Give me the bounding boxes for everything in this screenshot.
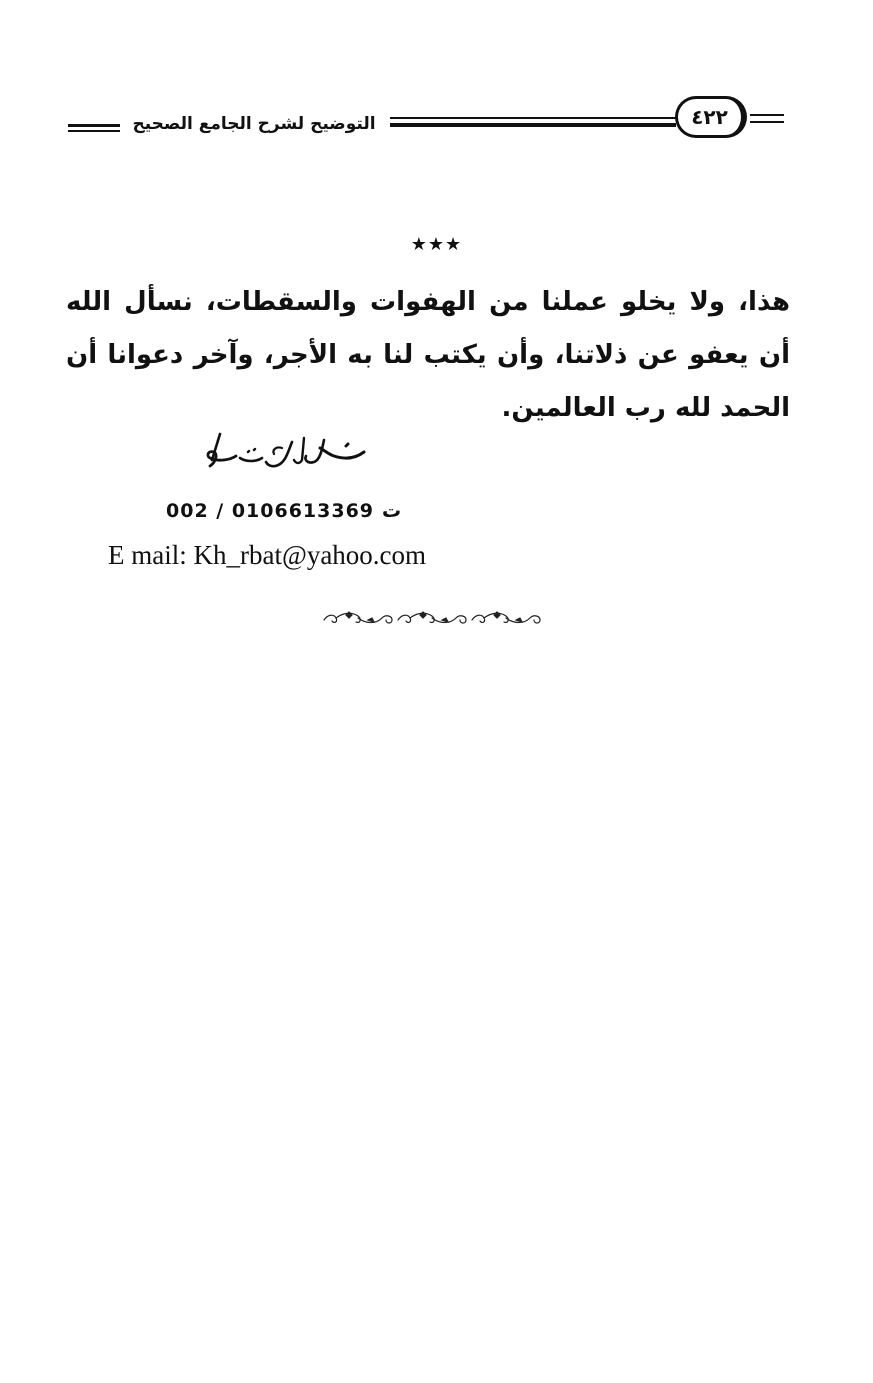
handwritten-signature — [196, 430, 376, 480]
section-separator: ★★★ — [410, 234, 463, 255]
running-header — [60, 88, 790, 148]
phone-number: 002 / 0106613369 — [166, 500, 375, 522]
page-number: ٤٢٢ — [675, 96, 747, 138]
phone-line — [160, 496, 420, 526]
book-title: التوضيح لشرح الجامع الصحيح — [132, 114, 376, 134]
closing-paragraph: هذا، ولا يخلو عملنا من الهفوات والسقطات، نسأل الله أن يعفو عن ذلاتنا، وأن يكتب لنا به الأجر، وآخر دعوانا أن الحمد لله رب العالمين. — [66, 287, 790, 423]
phone-label: ت — [382, 500, 402, 522]
header-rule-left — [68, 124, 120, 127]
email-address: E mail: Kh_rbat@yahoo.com — [108, 540, 427, 570]
header-rule-right — [750, 114, 784, 116]
floral-divider-icon — [320, 606, 546, 630]
header-rule-middle — [390, 117, 676, 119]
